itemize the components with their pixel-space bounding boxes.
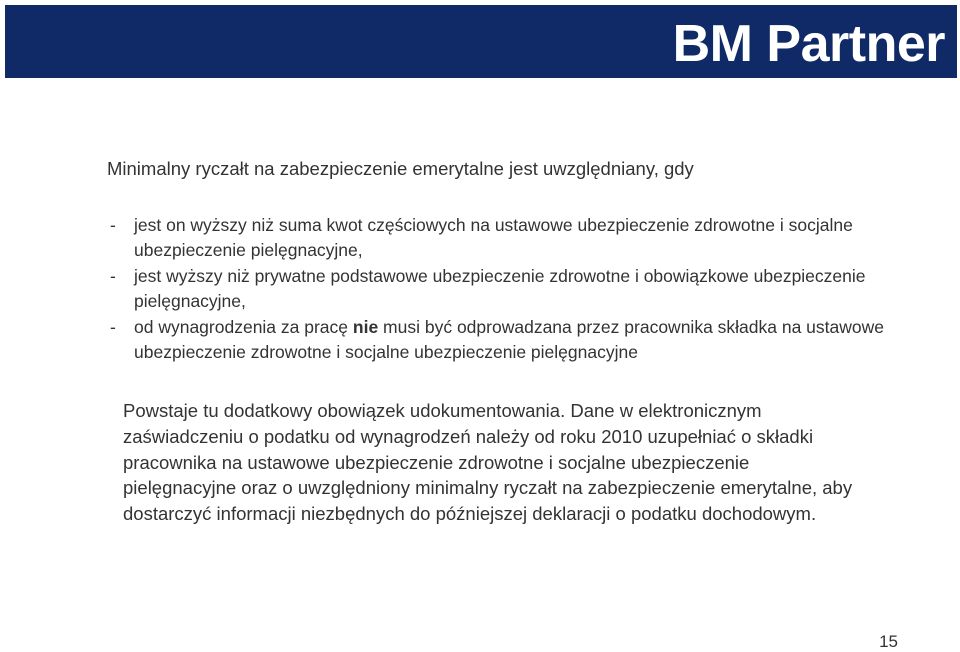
condition-text-before: od wynagrodzenia za pracę (134, 316, 353, 337)
condition-item (107, 264, 887, 315)
bullet-dash: - (110, 215, 116, 235)
page-number: 15 (879, 632, 898, 651)
condition-text: jest on wyższy niż suma kwot częściowych na ustawowe ubezpieczenie zdrowotne i socjalne ubezpieczenie pielęgnacyjne, (134, 215, 853, 261)
condition-emphasis: nie (352, 316, 379, 337)
brand-title: BM Partner (672, 15, 945, 73)
condition-item (107, 213, 887, 264)
intro-text: Minimalny ryczałt na zabezpieczenie emerytalne jest uwzględniany, gdy (107, 158, 694, 179)
bullet-dash: - (110, 316, 116, 337)
conditions-list (107, 213, 887, 365)
bullet-dash: - (110, 265, 116, 286)
condition-item (107, 315, 887, 366)
slide-content (107, 156, 887, 526)
condition-text-after: musi być odprowadzana przez pracownika składka na ustawowe ubezpieczenie zdrowotne i socjalne ubezpieczenie pielęgnacyjne (134, 316, 885, 363)
condition-text: jest wyższy niż prywatne podstawowe ubezpieczenie zdrowotne i obowiązkowe ubezpieczenie pielęgnacyjne, (134, 265, 866, 312)
header-bar (5, 5, 957, 78)
note-paragraph: Powstaje tu dodatkowy obowiązek udokumentowania. Dane w elektronicznym zaświadczeniu o podatku od wynagrodzeń należy od roku 2010 uzupełniać o składki pracownika na ustawowe ubezpieczenie zdrowotne i socjalne ubezpieczenie pielęgnacyjne oraz o uwzględniony minimalny ryczałt na zabezpieczenie emerytalne, aby dostarczyć informacji niezbędnych do późniejszej deklaracji o podatku dochodowym. (123, 400, 853, 524)
